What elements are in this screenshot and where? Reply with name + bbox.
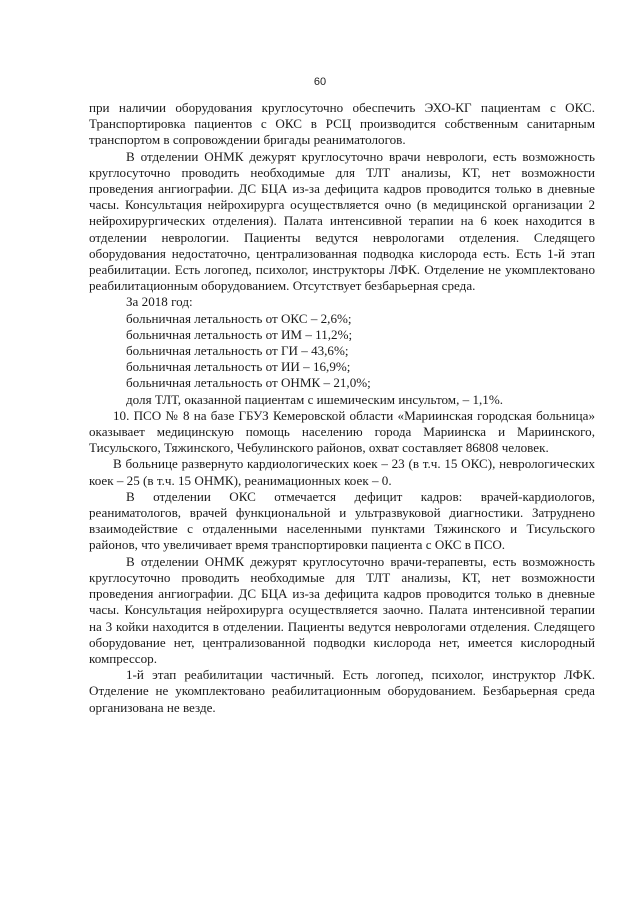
paragraph-pso-8: 10. ПСО № 8 на базе ГБУЗ Кемеровской области «Мариинская городская больница» оказывает медицинскую помощь населению города Мариинска и Мариинского, Тисульского, Тяжинского, Чебулинского районов, охват составляет 86808 человек. <box>89 407 595 456</box>
paragraph-oks: В отделении ОКС отмечается дефицит кадров: врачей-кардиологов, реаниматологов, врачей функциональной и ультразвуковой диагностики. Затруднено взаимодействие с отдаленными населенными пунктами Тяжинского и Тисульского районов, что увеличивает время транспортировки пациента с ОКС в ПСО. <box>89 488 595 553</box>
paragraph-onmk-1: В отделении ОНМК дежурят круглосуточно врачи неврологи, есть возможность круглосуточно проводить необходимые для ТЛТ анализы, КТ, нет возможности проведения ангиографии. ДС БЦА из-за дефицита кадров проводится только в дневные часы. Консультация нейрохирурга осуществляется очно (в медицинской организации 2 нейрохирургических отделения). Палата интенсивной терапии на 6 коек находится в отделении неврологии. Пациенты ведутся неврологами отделения. Следящего оборудования недостаточно, централизованная подводка кислорода есть. Есть 1-й этап реабилитации. Есть логопед, психолог, инструкторы ЛФК. Отделение не укомплектовано реабилитационным оборудованием. Отсутствует безбарьерная среда. <box>89 148 595 294</box>
paragraph-rehabilitation: 1-й этап реабилитации частичный. Есть логопед, психолог, инструктор ЛФК. Отделение не укомплектовано реабилитационным оборудованием. Безбарьерная среда организована не везде. <box>89 667 595 715</box>
statistics-item: доля ТЛТ, оказанной пациентам с ишемическим инсультом, – 1,1%. <box>126 391 503 407</box>
statistics-heading: За 2018 год: <box>126 294 193 310</box>
statistics-item: больничная летальность от ОКС – 2,6%; <box>126 310 352 326</box>
paragraph-beds: В больнице развернуто кардиологических коек – 23 (в т.ч. 15 ОКС), неврологических коек – 25 (в т.ч. 15 ОНМК), реанимационных коек – 0. <box>89 456 595 488</box>
paragraph-onmk-2: В отделении ОНМК дежурят круглосуточно врачи-терапевты, есть возможность круглосуточно проводить необходимые для ТЛТ анализы, КТ, нет возможности проведения ангиографии. ДС БЦА из-за дефицита кадров проводится только в дневные часы. Консультация нейрохирурга осуществляется заочно. Палата интенсивной терапии на 3 койки находится в отделении. Пациенты ведутся неврологами отделения. Следящего оборудование нет, централизованной подводки кислорода нет, имеется кислородный компрессор. <box>89 553 595 666</box>
page-number: 60 <box>313 76 327 88</box>
statistics-item: больничная летальность от ОНМК – 21,0%; <box>126 375 371 391</box>
statistics-list <box>89 294 595 407</box>
paragraph-continuation: при наличии оборудования круглосуточно обеспечить ЭХО-КГ пациентам с ОКС. Транспортировка пациентов с ОКС в РСЦ производится собственным санитарным транспортом в сопровождении бригады реаниматологов. <box>89 100 595 148</box>
statistics-item: больничная летальность от ИМ – 11,2%; <box>126 326 353 342</box>
statistics-item: больничная летальность от ГИ – 43,6%; <box>126 343 349 359</box>
statistics-item: больничная летальность от ИИ – 16,9%; <box>126 359 351 375</box>
document-body <box>89 100 595 716</box>
